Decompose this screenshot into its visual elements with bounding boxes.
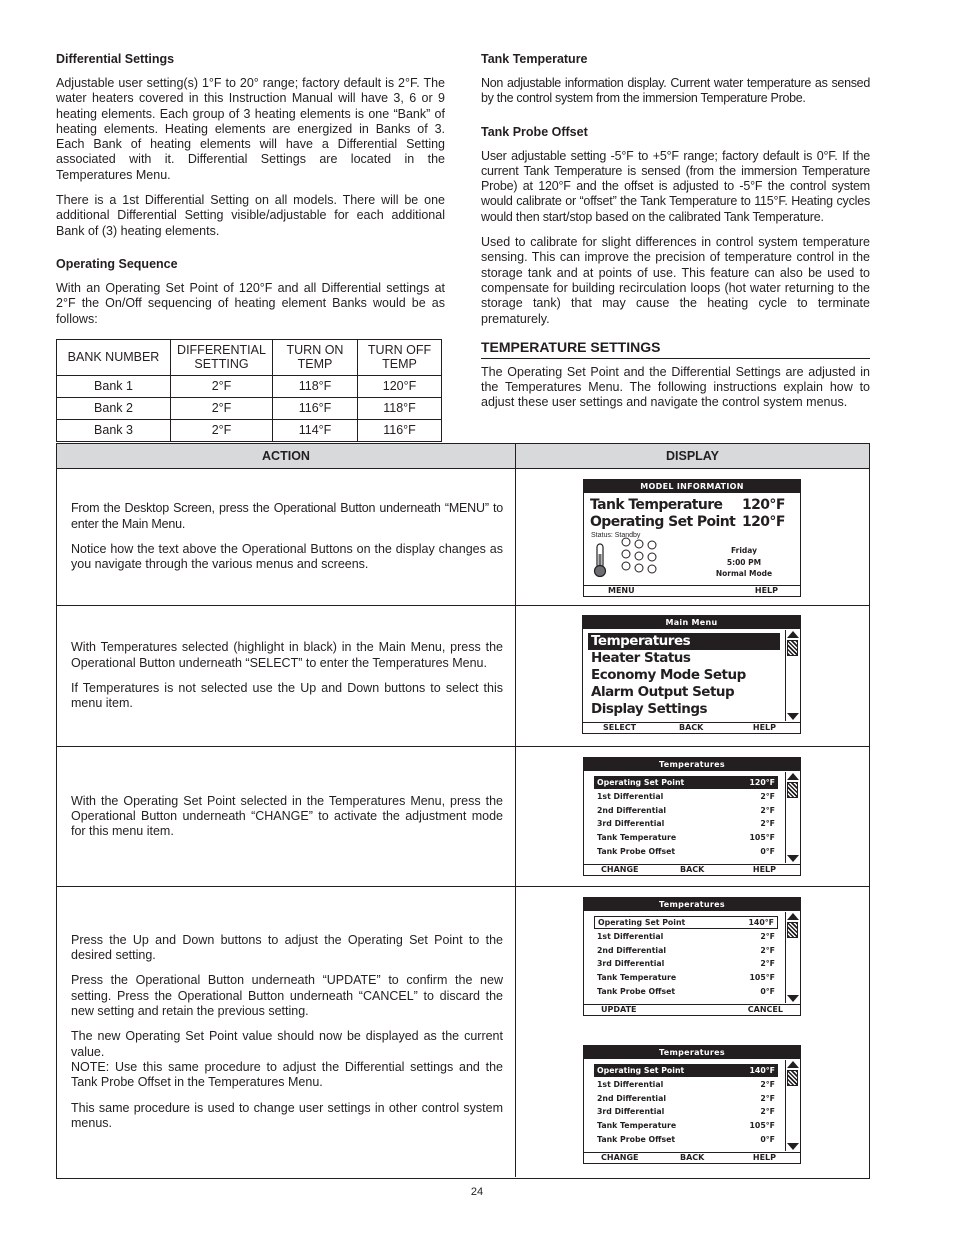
action-cell bbox=[57, 606, 516, 746]
tank-probe-offset-heading: Tank Probe Offset bbox=[481, 124, 588, 139]
lcd-button-bar bbox=[584, 585, 800, 596]
scroll-down-icon bbox=[787, 1143, 799, 1150]
step-text: With Temperatures selected (highlight in black) in the Main Menu, press the Operational Button underneath “SELECT” to enter the Temperatures Menu. bbox=[71, 640, 503, 670]
table-row bbox=[57, 419, 442, 441]
lcd-button-bar bbox=[583, 722, 800, 733]
step-text: Notice how the text above the Operational Buttons on the display changes as you navigate through the various menus and screens. bbox=[71, 542, 503, 572]
temp-row-1st-differential[interactable]: 1st Differential 2°F bbox=[597, 792, 775, 801]
lcd-set-point-line: Operating Set Point 120°F bbox=[590, 514, 785, 530]
action-cell bbox=[57, 887, 516, 1177]
temp-row-1st-differential[interactable]: 1st Differential 2°F bbox=[597, 932, 775, 941]
scroll-thumb bbox=[787, 922, 798, 938]
action-display-table bbox=[56, 443, 870, 1179]
table-cell: 120°F bbox=[358, 375, 442, 397]
menu-item-alarm-output-setup[interactable]: Alarm Output Setup bbox=[591, 684, 735, 700]
scroll-thumb bbox=[787, 640, 798, 656]
heating-element-indicators-icon bbox=[620, 536, 660, 576]
display-cell bbox=[516, 606, 869, 746]
temp-row-2nd-differential[interactable]: 2nd Differential 2°F bbox=[597, 1094, 775, 1103]
differential-settings-heading: Differential Settings bbox=[56, 52, 175, 66]
operating-sequence-paragraph: With an Operating Set Point of 120°F and all Differential settings at 2°F the On/Off sequencing of heating element Banks would be as follows: bbox=[56, 280, 445, 326]
temp-row-tank-probe-offset[interactable]: Tank Probe Offset 0°F bbox=[597, 987, 775, 996]
temp-row-operating-set-point[interactable]: Operating Set Point 140°F bbox=[594, 1064, 778, 1077]
lcd-scrollbar[interactable] bbox=[785, 912, 799, 1003]
lcd-back-label[interactable]: BACK bbox=[680, 1153, 705, 1162]
table-cell: Bank 1 bbox=[57, 375, 171, 397]
scroll-up-icon bbox=[787, 913, 799, 920]
action-cell bbox=[57, 469, 516, 605]
step-text: If Temperatures is not selected use the Up and Down buttons to select this menu item. bbox=[71, 681, 503, 711]
lcd-title: Temperatures bbox=[584, 1046, 800, 1059]
table-cell: Bank 2 bbox=[57, 397, 171, 419]
scroll-up-icon bbox=[787, 773, 799, 780]
temp-row-1st-differential[interactable]: 1st Differential 2°F bbox=[597, 1080, 775, 1089]
tank-temperature-heading: Tank Temperature bbox=[481, 52, 588, 66]
step-row-1 bbox=[57, 469, 869, 606]
lcd-temperatures-edit bbox=[583, 897, 801, 1016]
lcd-title: Temperatures bbox=[584, 758, 800, 771]
scroll-down-icon bbox=[787, 713, 799, 720]
lcd-scrollbar[interactable] bbox=[785, 630, 799, 721]
step-text: The new Operating Set Point value should now be displayed as the current value. bbox=[71, 1029, 503, 1059]
table-row bbox=[57, 375, 442, 397]
lcd-title: Temperatures bbox=[584, 898, 800, 911]
lcd-help-label[interactable]: HELP bbox=[754, 586, 778, 595]
temp-row-tank-probe-offset[interactable]: Tank Probe Offset 0°F bbox=[597, 1135, 775, 1144]
header-turn-off-temp: TURN OFF TEMP bbox=[358, 339, 442, 375]
menu-item-temperatures[interactable]: Temperatures bbox=[588, 633, 780, 650]
temp-row-tank-temperature[interactable]: Tank Temperature 105°F bbox=[597, 973, 775, 982]
lcd-help-label[interactable]: HELP bbox=[752, 723, 776, 732]
lcd-scrollbar[interactable] bbox=[785, 772, 799, 863]
temp-row-3rd-differential[interactable]: 3rd Differential 2°F bbox=[597, 1107, 775, 1116]
table-header-row bbox=[57, 339, 442, 375]
left-column bbox=[56, 52, 445, 442]
scroll-thumb bbox=[787, 1070, 798, 1086]
bank-sequence-table bbox=[56, 339, 442, 442]
tank-temperature-paragraph: Non adjustable information display. Current water temperature as sensed by the control system from the immersion Temperature Probe. bbox=[481, 76, 870, 106]
lcd-day-time-mode: Friday 5:00 PM Normal Mode bbox=[715, 546, 773, 578]
step-row-4 bbox=[57, 887, 869, 1177]
header-bank-number: BANK NUMBER bbox=[57, 339, 171, 375]
step-text: Press the Operational Button underneath “UPDATE” to confirm the new setting. Press the Operational Button underneath “CANCEL” to discard the new setting and retain the previous setting. bbox=[71, 973, 503, 1019]
lcd-scrollbar[interactable] bbox=[785, 1060, 799, 1151]
table-cell: Bank 3 bbox=[57, 419, 171, 441]
lcd-button-bar bbox=[584, 864, 800, 875]
menu-item-display-settings[interactable]: Display Settings bbox=[591, 701, 708, 717]
display-cell bbox=[516, 469, 869, 605]
tank-probe-paragraph-1: User adjustable setting -5°F to +5°F range; factory default is 0°F. If the current Tank Temperature is sensed (from the immersion Temperature Probe) at 120°F and the offset is adjusted to -5°F the control system would calibrate or “offset” the Tank Temperature to 115°F. Heating cycles would then start/stop based on the calibrated Tank Temperature. bbox=[481, 148, 870, 224]
thermometer-icon bbox=[593, 542, 607, 578]
action-display-header bbox=[57, 444, 869, 469]
header-turn-on-temp: TURN ON TEMP bbox=[273, 339, 358, 375]
header-differential-setting: DIFFERENTIAL SETTING bbox=[171, 339, 273, 375]
step-row-2 bbox=[57, 606, 869, 747]
table-cell: 118°F bbox=[358, 397, 442, 419]
table-cell: 2°F bbox=[171, 375, 273, 397]
table-cell: 2°F bbox=[171, 419, 273, 441]
table-cell: 116°F bbox=[358, 419, 442, 441]
temp-row-operating-set-point[interactable]: Operating Set Point 120°F bbox=[594, 776, 778, 789]
scroll-down-icon bbox=[787, 995, 799, 1002]
temp-row-tank-temperature[interactable]: Tank Temperature 105°F bbox=[597, 1121, 775, 1130]
lcd-model-information bbox=[583, 479, 801, 597]
temperature-settings-paragraph: The Operating Set Point and the Differential Settings are adjusted in the Temperatures Menu. The following instructions explain how to adjust these user settings and navigate the control system menus. bbox=[481, 364, 870, 410]
display-cell bbox=[516, 747, 869, 886]
temp-row-operating-set-point[interactable]: Operating Set Point 140°F bbox=[594, 916, 778, 929]
page-number: 24 bbox=[470, 1186, 484, 1198]
tank-probe-paragraph-2: Used to calibrate for slight differences in control system temperature sensing. This can improve the precision of temperature control in the storage tank and at points of use. This feature can also be used to compensate for building recirculation loops (hot water returning to the storage tank) that may cause the heating cycle to terminate prematurely. bbox=[481, 235, 870, 326]
lcd-select-label[interactable]: SELECT bbox=[603, 723, 637, 732]
menu-item-economy-mode-setup[interactable]: Economy Mode Setup bbox=[591, 667, 746, 683]
lcd-tank-temp-line: Tank Temperature 120°F bbox=[590, 497, 785, 513]
table-row bbox=[57, 397, 442, 419]
scroll-thumb bbox=[787, 782, 798, 798]
table-cell: 2°F bbox=[171, 397, 273, 419]
lcd-title: MODEL INFORMATION bbox=[584, 480, 800, 493]
scroll-up-icon bbox=[787, 1061, 799, 1068]
lcd-status: Status: Standby bbox=[591, 532, 641, 539]
table-cell: 116°F bbox=[273, 397, 358, 419]
lcd-help-label[interactable]: HELP bbox=[752, 1153, 776, 1162]
step-text: From the Desktop Screen, press the Operational Button underneath “MENU” to enter the Main Menu. bbox=[71, 501, 503, 531]
temp-row-tank-probe-offset[interactable]: Tank Probe Offset 0°F bbox=[597, 847, 775, 856]
lcd-title: Main Menu bbox=[583, 616, 800, 629]
differential-paragraph-1: Adjustable user setting(s) 1°F to 20° range; factory default is 2°F. The water heaters covered in this Instruction Manual will have 3, 6 or 9 heating elements. Each group of 3 heating elements is one “Bank” of heating elements. Heating elements are energized in Banks of 3. Each Bank of heating elements will have a Differential Setting associated with it. Differential Settings are located in the Temperatures Menu. bbox=[56, 76, 445, 182]
scroll-up-icon bbox=[787, 631, 799, 638]
action-header: ACTION bbox=[57, 444, 516, 468]
lcd-back-label[interactable]: BACK bbox=[679, 723, 704, 732]
temp-row-2nd-differential[interactable]: 2nd Differential 2°F bbox=[597, 806, 775, 815]
lcd-temperatures-updated bbox=[583, 1045, 801, 1164]
temp-row-2nd-differential[interactable]: 2nd Differential 2°F bbox=[597, 946, 775, 955]
lcd-back-label[interactable]: BACK bbox=[680, 865, 705, 874]
table-cell: 114°F bbox=[273, 419, 358, 441]
temperature-settings-heading: TEMPERATURE SETTINGS bbox=[481, 339, 870, 359]
lcd-button-bar bbox=[584, 1004, 800, 1015]
lcd-temperatures-menu bbox=[583, 757, 801, 876]
lcd-help-label[interactable]: HELP bbox=[752, 865, 776, 874]
display-header: DISPLAY bbox=[665, 449, 720, 463]
operating-sequence-heading: Operating Sequence bbox=[56, 256, 178, 271]
table-cell: 118°F bbox=[273, 375, 358, 397]
lcd-update-label[interactable]: UPDATE bbox=[601, 1005, 637, 1014]
lcd-cancel-label[interactable]: CANCEL bbox=[747, 1005, 783, 1014]
step-text: Press the Up and Down buttons to adjust the Operating Set Point to the desired setting. bbox=[71, 932, 503, 963]
step-text: This same procedure is used to change user settings in other control system menus. bbox=[71, 1100, 503, 1130]
display-cell bbox=[516, 887, 869, 1177]
scroll-down-icon bbox=[787, 855, 799, 862]
step-text: With the Operating Set Point selected in the Temperatures Menu, press the Operational Button underneath “CHANGE” to activate the adjustment mode for this menu item. bbox=[71, 793, 503, 839]
temp-row-3rd-differential[interactable]: 3rd Differential 2°F bbox=[597, 959, 775, 968]
differential-paragraph-2: There is a 1st Differential Setting on all models. There will be one additional Differential Setting visible/adjustable for each additional Bank of (3) heating elements. bbox=[56, 193, 445, 238]
lcd-menu-label[interactable]: MENU bbox=[608, 586, 635, 595]
step-text: NOTE: Use this same procedure to adjust the Differential settings and the Tank Probe Offset in the Temperatures Menu. bbox=[71, 1059, 503, 1090]
lcd-change-label[interactable]: CHANGE bbox=[601, 865, 639, 874]
action-cell bbox=[57, 747, 516, 886]
temp-row-tank-temperature[interactable]: Tank Temperature 105°F bbox=[597, 833, 775, 842]
lcd-main-menu bbox=[582, 615, 801, 734]
right-column bbox=[481, 52, 870, 421]
temp-row-3rd-differential[interactable]: 3rd Differential 2°F bbox=[597, 819, 775, 828]
lcd-button-bar bbox=[584, 1152, 800, 1163]
step-row-3 bbox=[57, 747, 869, 887]
menu-item-heater-status[interactable]: Heater Status bbox=[591, 650, 691, 666]
lcd-change-label[interactable]: CHANGE bbox=[601, 1153, 639, 1162]
